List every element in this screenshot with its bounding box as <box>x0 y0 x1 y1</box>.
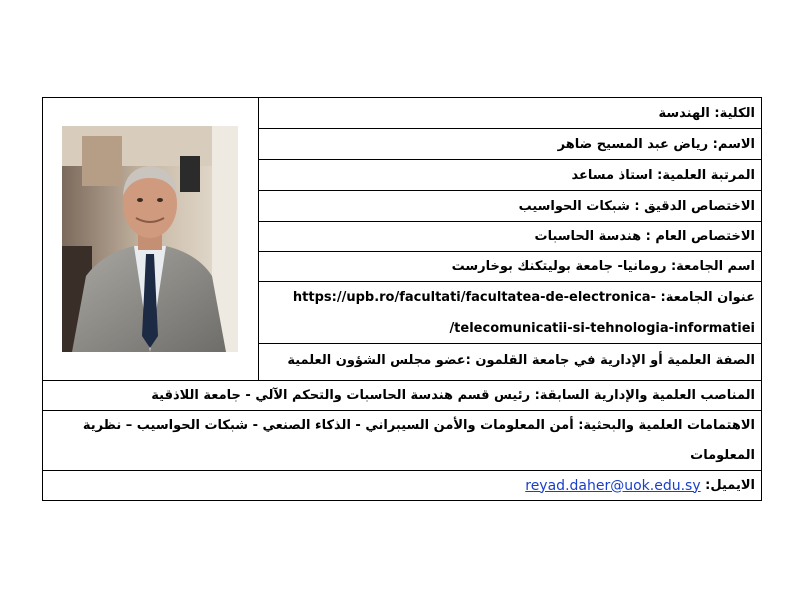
general-specialization-row <box>259 222 761 252</box>
university-address-line1: https://upb.ro/facultati/facultatea-de-electronica- <box>292 290 656 305</box>
email-link[interactable]: reyad.daher@uok.edu.sy <box>525 477 701 494</box>
photo-cell <box>43 98 258 380</box>
name-row <box>259 129 761 160</box>
portrait-photo <box>62 126 238 352</box>
profile-top-section <box>43 98 761 381</box>
specialization-text: الاختصاص الدقيق : شبكات الحواسيب <box>518 198 755 214</box>
current-position-text: الصفة العلمية أو الإدارية في جامعة القلمون :عضو مجلس الشؤون العلمية <box>287 353 755 368</box>
general-specialization-text: الاختصاص العام : هندسة الحاسبات <box>534 229 755 244</box>
research-interests-text: الاهتمامات العلمية والبحثية: أمن المعلومات والأمن السيبراني - الذكاء الصنعي - شبكات الحواسيب – نظرية المعلومات <box>82 418 755 463</box>
current-position-row <box>259 344 761 377</box>
university-address-row <box>259 282 761 344</box>
rank-text: المرتبة العلمية: استاذ مساعد <box>571 167 755 183</box>
previous-positions-text: المناصب العلمية والإدارية السابقة: رئيس قسم هندسة الحاسبات والتحكم الآلي - جامعة اللاذقية <box>151 388 755 403</box>
university-address-label: عنوان الجامعة: <box>660 290 755 305</box>
profile-fields <box>258 98 761 380</box>
email-row <box>43 471 761 500</box>
specialization-row <box>259 191 761 222</box>
profile-table <box>42 97 762 501</box>
university-row <box>259 252 761 282</box>
faculty-text: الكلية: الهندسة <box>658 105 755 121</box>
research-interests-row <box>43 411 761 471</box>
name-text: الاسم: رياض عبد المسيح ضاهر <box>557 136 755 152</box>
rank-row <box>259 160 761 191</box>
previous-positions-row <box>43 381 761 411</box>
faculty-row <box>259 98 761 129</box>
university-text: اسم الجامعة: رومانيا- جامعة بوليتكنك بوخارست <box>451 259 755 274</box>
email-label: الايميل: <box>705 478 755 493</box>
university-address-line2: /telecomunicatii-si-tehnologia-informatiei <box>449 321 755 336</box>
